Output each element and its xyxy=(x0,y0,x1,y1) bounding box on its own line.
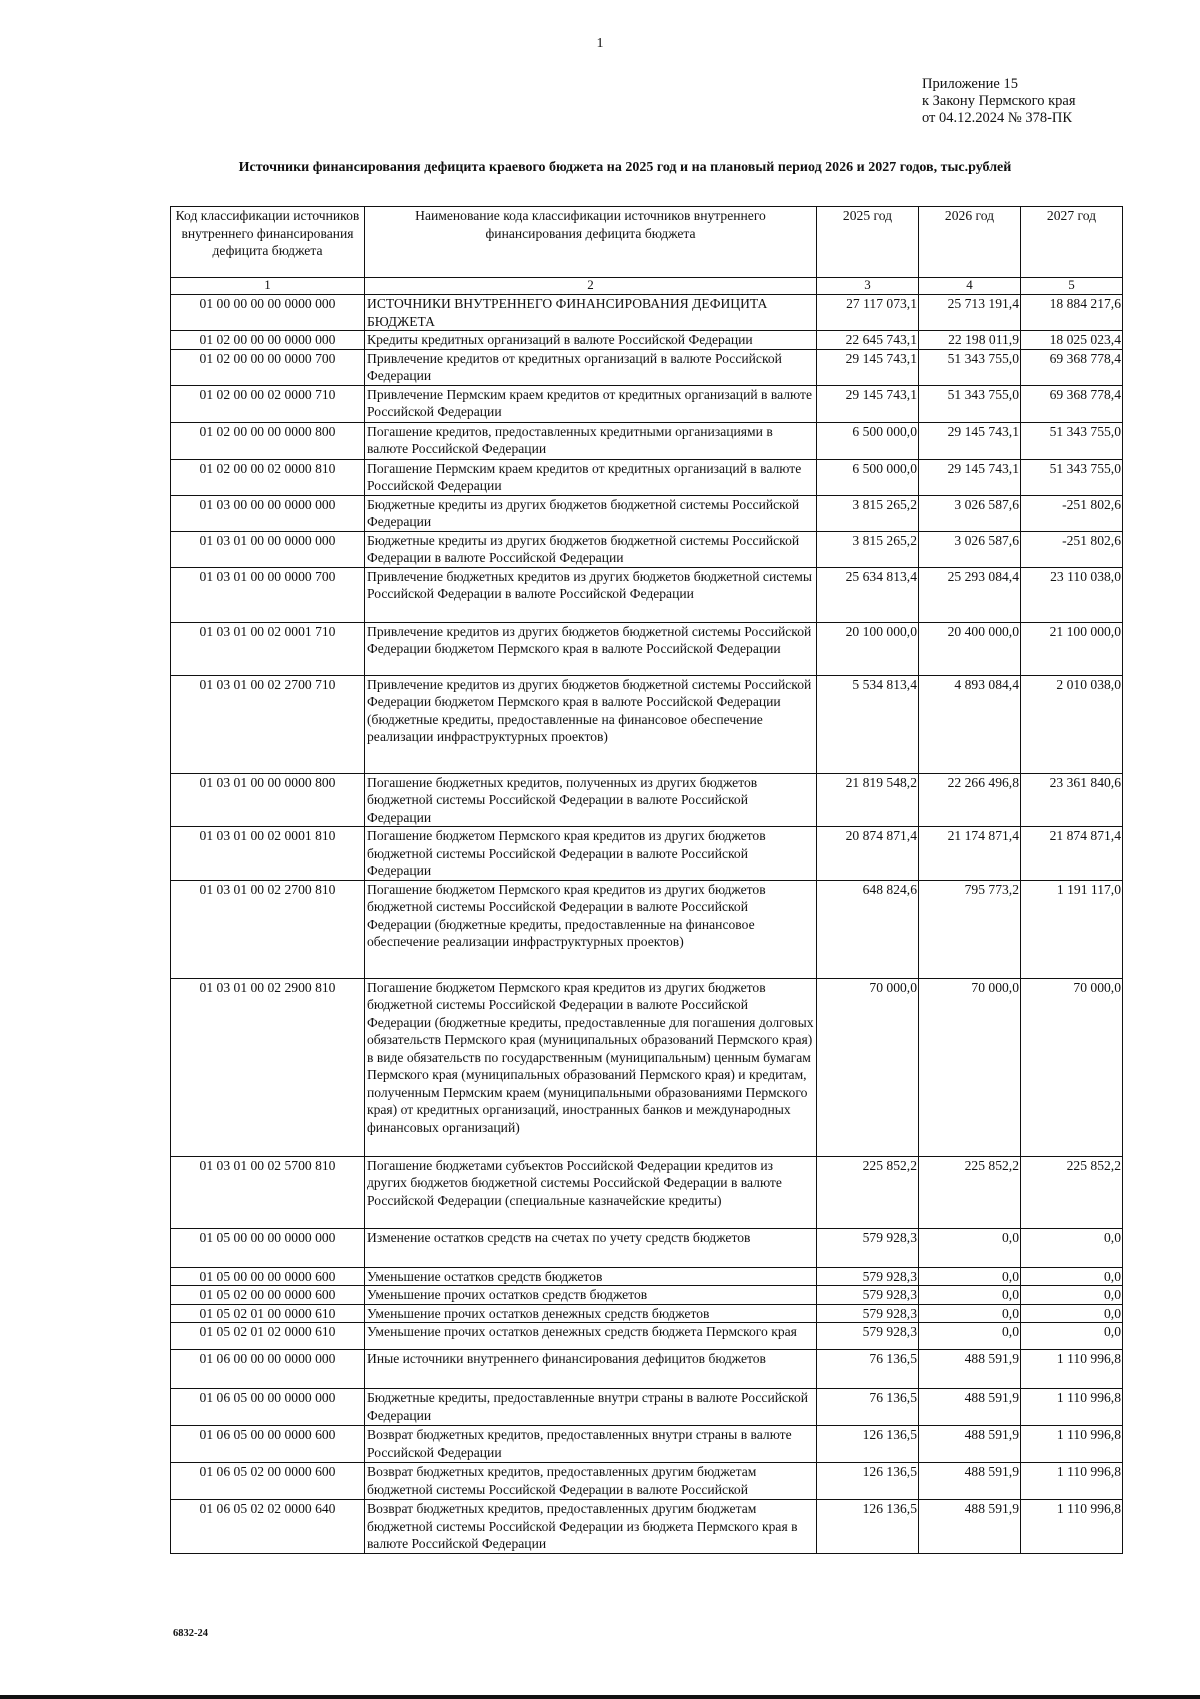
table-row xyxy=(171,1350,1123,1389)
row-code: 01 06 05 02 00 0000 600 xyxy=(171,1463,365,1500)
row-code: 01 03 01 00 02 2700 710 xyxy=(171,675,365,773)
row-value-2027: 0,0 xyxy=(1021,1323,1123,1350)
row-value-2026: 0,0 xyxy=(919,1304,1021,1323)
row-value-2025: 5 534 813,4 xyxy=(817,675,919,773)
row-value-2026: 29 145 743,1 xyxy=(919,422,1021,459)
row-value-2025: 3 815 265,2 xyxy=(817,495,919,531)
table-row xyxy=(171,495,1123,531)
row-value-2025: 76 136,5 xyxy=(817,1389,919,1426)
row-value-2026: 488 591,9 xyxy=(919,1350,1021,1389)
row-value-2025: 20 874 871,4 xyxy=(817,827,919,881)
header-2025: 2025 год xyxy=(817,207,919,278)
row-name: Привлечение кредитов из других бюджетов бюджетной системы Российской Федерации бюджетом Пермского края в валюте Российской Федерации (бюджетные кредиты, предоставленные на финансовое обеспечение реализации инфраструктурных проектов) xyxy=(365,675,817,773)
row-name: Кредиты кредитных организаций в валюте Российской Федерации xyxy=(365,331,817,350)
header-2026: 2026 год xyxy=(919,207,1021,278)
row-value-2027: 2 010 038,0 xyxy=(1021,675,1123,773)
column-number: 4 xyxy=(919,278,1021,295)
row-value-2025: 6 500 000,0 xyxy=(817,422,919,459)
row-value-2026: 3 026 587,6 xyxy=(919,495,1021,531)
table-row xyxy=(171,567,1123,622)
row-code: 01 03 01 00 02 0001 810 xyxy=(171,827,365,881)
row-code: 01 03 00 00 00 0000 000 xyxy=(171,495,365,531)
row-value-2025: 648 824,6 xyxy=(817,880,919,978)
row-code: 01 02 00 00 00 0000 000 xyxy=(171,331,365,350)
row-value-2026: 795 773,2 xyxy=(919,880,1021,978)
table-row xyxy=(171,978,1123,1156)
table-row xyxy=(171,1500,1123,1554)
row-value-2025: 126 136,5 xyxy=(817,1500,919,1554)
row-value-2027: 21 874 871,4 xyxy=(1021,827,1123,881)
table-row xyxy=(171,880,1123,978)
column-number: 2 xyxy=(365,278,817,295)
row-value-2025: 225 852,2 xyxy=(817,1156,919,1228)
table-row xyxy=(171,331,1123,350)
table-row xyxy=(171,1463,1123,1500)
row-value-2027: -251 802,6 xyxy=(1021,495,1123,531)
table-row xyxy=(171,1267,1123,1286)
row-name: Возврат бюджетных кредитов, предоставленных внутри страны в валюте Российской Федерации xyxy=(365,1426,817,1463)
appendix-note xyxy=(922,76,1076,127)
table-row xyxy=(171,385,1123,422)
table-row xyxy=(171,1323,1123,1350)
row-value-2026: 20 400 000,0 xyxy=(919,622,1021,675)
row-value-2025: 22 645 743,1 xyxy=(817,331,919,350)
row-name: Погашение бюджетом Пермского края кредитов из других бюджетов бюджетной системы Российской Федерации в валюте Российской Федерации xyxy=(365,827,817,881)
row-value-2026: 4 893 084,4 xyxy=(919,675,1021,773)
row-value-2025: 579 928,3 xyxy=(817,1323,919,1350)
table-row xyxy=(171,1156,1123,1228)
row-name: Бюджетные кредиты из других бюджетов бюджетной системы Российской Федерации в валюте Российской Федерации xyxy=(365,531,817,567)
header-code: Код классификации источников внутреннего финансирования дефицита бюджета xyxy=(171,207,365,278)
row-name: Уменьшение прочих остатков денежных средств бюджетов xyxy=(365,1304,817,1323)
appendix-line: к Закону Пермского края xyxy=(922,93,1076,109)
row-code: 01 03 01 00 00 0000 800 xyxy=(171,773,365,827)
row-code: 01 05 00 00 00 0000 000 xyxy=(171,1228,365,1267)
row-name: Привлечение Пермским краем кредитов от кредитных организаций в валюте Российской Федерации xyxy=(365,385,817,422)
footer-code: 6832-24 xyxy=(173,1628,208,1639)
row-value-2025: 29 145 743,1 xyxy=(817,385,919,422)
row-code: 01 05 02 01 00 0000 610 xyxy=(171,1304,365,1323)
table-row xyxy=(171,773,1123,827)
row-value-2025: 29 145 743,1 xyxy=(817,349,919,385)
row-value-2027: 1 110 996,8 xyxy=(1021,1350,1123,1389)
row-value-2026: 0,0 xyxy=(919,1228,1021,1267)
row-name: Возврат бюджетных кредитов, предоставленных другим бюджетам бюджетной системы Российской Федерации из бюджета Пермского края в валюте Российской Федерации xyxy=(365,1500,817,1554)
row-value-2027: 0,0 xyxy=(1021,1304,1123,1323)
row-name: Привлечение кредитов от кредитных организаций в валюте Российской Федерации xyxy=(365,349,817,385)
row-code: 01 03 01 00 00 0000 700 xyxy=(171,567,365,622)
row-name: Погашение бюджетом Пермского края кредитов из других бюджетов бюджетной системы Российской Федерации в валюте Российской Федерации (бюджетные кредиты, предоставленные на финансовое обеспечение реализации инфраструктурных проектов) xyxy=(365,880,817,978)
row-value-2027: 69 368 778,4 xyxy=(1021,349,1123,385)
row-value-2027: 18 025 023,4 xyxy=(1021,331,1123,350)
row-name: Возврат бюджетных кредитов, предоставленных другим бюджетам бюджетной системы Российской Федерации в валюте Российской xyxy=(365,1463,817,1500)
row-value-2025: 76 136,5 xyxy=(817,1350,919,1389)
row-value-2025: 25 634 813,4 xyxy=(817,567,919,622)
row-value-2027: 1 110 996,8 xyxy=(1021,1389,1123,1426)
row-code: 01 02 00 00 02 0000 710 xyxy=(171,385,365,422)
row-name: Погашение бюджетных кредитов, полученных из других бюджетов бюджетной системы Российской Федерации в валюте Российской Федерации xyxy=(365,773,817,827)
row-code: 01 06 05 02 02 0000 640 xyxy=(171,1500,365,1554)
header-name: Наименование кода классификации источников внутреннего финансирования дефицита бюджета xyxy=(365,207,817,278)
row-name: Уменьшение остатков средств бюджетов xyxy=(365,1267,817,1286)
row-code: 01 03 01 00 02 0001 710 xyxy=(171,622,365,675)
row-code: 01 06 00 00 00 0000 000 xyxy=(171,1350,365,1389)
column-number: 3 xyxy=(817,278,919,295)
row-code: 01 05 02 01 02 0000 610 xyxy=(171,1323,365,1350)
row-value-2027: 23 361 840,6 xyxy=(1021,773,1123,827)
row-name: Привлечение кредитов из других бюджетов бюджетной системы Российской Федерации бюджетом Пермского края в валюте Российской Федерации xyxy=(365,622,817,675)
table-row xyxy=(171,1228,1123,1267)
row-value-2026: 51 343 755,0 xyxy=(919,385,1021,422)
row-value-2027: 51 343 755,0 xyxy=(1021,422,1123,459)
row-value-2027: 1 191 117,0 xyxy=(1021,880,1123,978)
table-row xyxy=(171,349,1123,385)
table-row xyxy=(171,1426,1123,1463)
table-row xyxy=(171,295,1123,331)
page-number: 1 xyxy=(596,36,604,51)
table-row xyxy=(171,531,1123,567)
row-value-2027: 0,0 xyxy=(1021,1286,1123,1305)
row-code: 01 00 00 00 00 0000 000 xyxy=(171,295,365,331)
row-value-2027: 51 343 755,0 xyxy=(1021,459,1123,495)
column-number-row xyxy=(171,278,1123,295)
row-value-2027: 70 000,0 xyxy=(1021,978,1123,1156)
row-value-2026: 51 343 755,0 xyxy=(919,349,1021,385)
scan-bottom-edge xyxy=(0,1695,1200,1699)
row-value-2026: 488 591,9 xyxy=(919,1389,1021,1426)
row-code: 01 06 05 00 00 0000 000 xyxy=(171,1389,365,1426)
row-name: Бюджетные кредиты из других бюджетов бюджетной системы Российской Федерации xyxy=(365,495,817,531)
row-value-2025: 579 928,3 xyxy=(817,1267,919,1286)
row-value-2027: 225 852,2 xyxy=(1021,1156,1123,1228)
row-name: Уменьшение прочих остатков денежных средств бюджета Пермского края xyxy=(365,1323,817,1350)
row-value-2025: 579 928,3 xyxy=(817,1228,919,1267)
row-value-2027: -251 802,6 xyxy=(1021,531,1123,567)
document-title: Источники финансирования дефицита краевого бюджета на 2025 год и на плановый период 2026 и 2027 годов, тыс.рублей xyxy=(238,160,1012,175)
row-value-2026: 22 198 011,9 xyxy=(919,331,1021,350)
row-value-2025: 70 000,0 xyxy=(817,978,919,1156)
row-value-2025: 126 136,5 xyxy=(817,1463,919,1500)
row-code: 01 06 05 00 00 0000 600 xyxy=(171,1426,365,1463)
row-value-2027: 18 884 217,6 xyxy=(1021,295,1123,331)
row-value-2026: 25 293 084,4 xyxy=(919,567,1021,622)
table-row xyxy=(171,622,1123,675)
row-code: 01 02 00 00 00 0000 800 xyxy=(171,422,365,459)
row-name: Погашение кредитов, предоставленных кредитными организациями в валюте Российской Федерации xyxy=(365,422,817,459)
row-value-2025: 3 815 265,2 xyxy=(817,531,919,567)
column-number: 1 xyxy=(171,278,365,295)
row-value-2026: 22 266 496,8 xyxy=(919,773,1021,827)
row-value-2027: 23 110 038,0 xyxy=(1021,567,1123,622)
row-value-2026: 0,0 xyxy=(919,1323,1021,1350)
table-header-row xyxy=(171,207,1123,278)
row-value-2025: 21 819 548,2 xyxy=(817,773,919,827)
table-row xyxy=(171,422,1123,459)
row-value-2026: 0,0 xyxy=(919,1286,1021,1305)
row-value-2027: 1 110 996,8 xyxy=(1021,1500,1123,1554)
row-code: 01 02 00 00 02 0000 810 xyxy=(171,459,365,495)
row-value-2026: 488 591,9 xyxy=(919,1500,1021,1554)
row-value-2027: 0,0 xyxy=(1021,1267,1123,1286)
row-value-2025: 126 136,5 xyxy=(817,1426,919,1463)
row-code: 01 05 02 00 00 0000 600 xyxy=(171,1286,365,1305)
row-value-2026: 488 591,9 xyxy=(919,1426,1021,1463)
row-value-2026: 488 591,9 xyxy=(919,1463,1021,1500)
row-value-2026: 21 174 871,4 xyxy=(919,827,1021,881)
row-name: Изменение остатков средств на счетах по учету средств бюджетов xyxy=(365,1228,817,1267)
row-value-2025: 20 100 000,0 xyxy=(817,622,919,675)
table-row xyxy=(171,1286,1123,1305)
row-value-2025: 6 500 000,0 xyxy=(817,459,919,495)
row-value-2026: 70 000,0 xyxy=(919,978,1021,1156)
row-code: 01 03 01 00 00 0000 000 xyxy=(171,531,365,567)
row-code: 01 03 01 00 02 5700 810 xyxy=(171,1156,365,1228)
column-number: 5 xyxy=(1021,278,1123,295)
row-value-2025: 579 928,3 xyxy=(817,1304,919,1323)
table-row xyxy=(171,827,1123,881)
row-name: Погашение Пермским краем кредитов от кредитных организаций в валюте Российской Федерации xyxy=(365,459,817,495)
row-value-2026: 0,0 xyxy=(919,1267,1021,1286)
appendix-line: Приложение 15 xyxy=(922,76,1018,92)
table-row xyxy=(171,1304,1123,1323)
row-code: 01 03 01 00 02 2700 810 xyxy=(171,880,365,978)
row-name: Погашение бюджетом Пермского края кредитов из других бюджетов бюджетной системы Российской Федерации в валюте Российской Федерации (бюджетные кредиты, предоставленные для погашения долговых обязательств Пермского края (муниципальных образований Пермского края) в виде обязательств по государственным (муниципальным) ценным бумагам Пермского края (муниципальных образований Пермского края) и кредитам, полученным Пермским краем (муниципальными образованиями Пермского края) от кредитных организаций, иностранных банков и международных финансовых организаций) xyxy=(365,978,817,1156)
row-value-2027: 69 368 778,4 xyxy=(1021,385,1123,422)
row-value-2027: 0,0 xyxy=(1021,1228,1123,1267)
row-value-2025: 579 928,3 xyxy=(817,1286,919,1305)
row-name: Погашение бюджетами субъектов Российской Федерации кредитов из других бюджетов бюджетной системы Российской Федерации в валюте Российской Федерации (специальные казначейские кредиты) xyxy=(365,1156,817,1228)
table-row xyxy=(171,459,1123,495)
row-value-2027: 21 100 000,0 xyxy=(1021,622,1123,675)
row-value-2026: 225 852,2 xyxy=(919,1156,1021,1228)
row-value-2026: 25 713 191,4 xyxy=(919,295,1021,331)
row-code: 01 03 01 00 02 2900 810 xyxy=(171,978,365,1156)
row-value-2025: 27 117 073,1 xyxy=(817,295,919,331)
row-name: Иные источники внутреннего финансирования дефицитов бюджетов xyxy=(365,1350,817,1389)
row-value-2027: 1 110 996,8 xyxy=(1021,1463,1123,1500)
row-value-2026: 3 026 587,6 xyxy=(919,531,1021,567)
table-row xyxy=(171,675,1123,773)
appendix-line: от 04.12.2024 № 378-ПК xyxy=(922,110,1073,126)
row-value-2027: 1 110 996,8 xyxy=(1021,1426,1123,1463)
row-name: ИСТОЧНИКИ ВНУТРЕННЕГО ФИНАНСИРОВАНИЯ ДЕФИЦИТА БЮДЖЕТА xyxy=(365,295,817,331)
row-name: Уменьшение прочих остатков средств бюджетов xyxy=(365,1286,817,1305)
header-2027: 2027 год xyxy=(1021,207,1123,278)
row-value-2026: 29 145 743,1 xyxy=(919,459,1021,495)
row-code: 01 02 00 00 00 0000 700 xyxy=(171,349,365,385)
row-name: Бюджетные кредиты, предоставленные внутри страны в валюте Российской Федерации xyxy=(365,1389,817,1426)
row-name: Привлечение бюджетных кредитов из других бюджетов бюджетной системы Российской Федерации в валюте Российской Федерации xyxy=(365,567,817,622)
row-code: 01 05 00 00 00 0000 600 xyxy=(171,1267,365,1286)
table-body xyxy=(171,295,1123,1554)
table-row xyxy=(171,1389,1123,1426)
budget-sources-table xyxy=(170,206,1123,1554)
